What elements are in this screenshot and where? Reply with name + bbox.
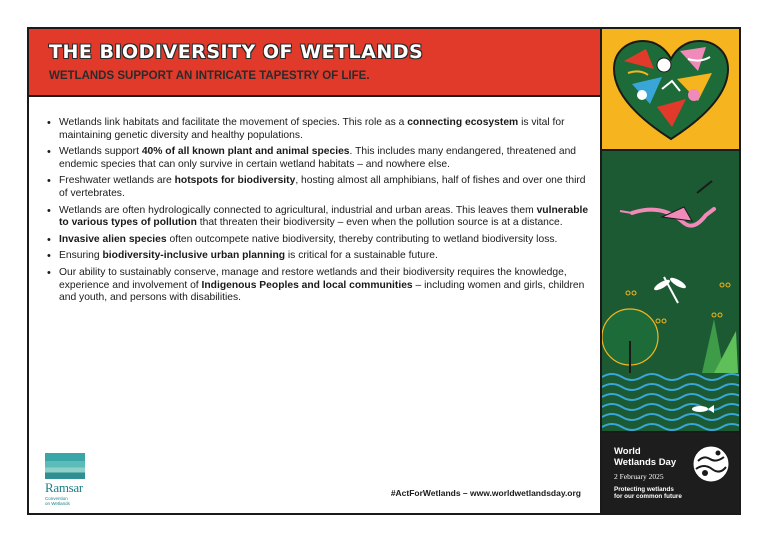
- wwd-date: 2 February 2025: [614, 472, 664, 481]
- side-panel-bottom: [602, 433, 741, 513]
- bullet-list: [45, 117, 590, 305]
- bullet-item: • Wetlands support 40% of all known plant and animal species. This includes many endangered, threatened and endemic species that can only survive in certain wetland habitats – and nowhere else.: [45, 146, 590, 171]
- side-panel-middle: [602, 151, 741, 433]
- logo-tagline-2: on Wetlands: [45, 501, 70, 506]
- bullet-item: • Ensuring biodiversity-inclusive urban planning is critical for a sustainable future.: [45, 250, 590, 263]
- bullet-item: • Our ability to sustainably conserve, manage and restore wetlands and their biodiversity requires the knowledge, experience and involvement of Indigenous Peoples and local communities – including women and girls, children and youth, and persons with disabilities.: [45, 267, 590, 305]
- heart-collage-illustration: [602, 29, 741, 149]
- page-subtitle: WETLANDS SUPPORT AN INTRICATE TAPESTRY OF LIFE.: [49, 70, 370, 82]
- bullet-content: [45, 117, 590, 309]
- info-card: [27, 27, 741, 515]
- wwd-title: World Wetlands Day: [614, 446, 677, 468]
- bullet-item: • Wetlands are often hydrologically connected to agricultural, industrial and urban areas. This leaves them vulnerable to various types of pollution that threaten their biodiversity – even when the pollution source is at a distance.: [45, 205, 590, 230]
- logo-name: Ramsar: [45, 480, 83, 495]
- header-banner: [29, 29, 600, 97]
- flamingo-icon: [620, 181, 714, 226]
- side-panel-top: [602, 29, 741, 151]
- footer-link[interactable]: #ActForWetlands – www.worldwetlandsday.org: [390, 488, 581, 498]
- bullet-item: • Wetlands link habitats and facilitate the movement of species. This role as a connecting ecosystem is vital for maintaining genetic diversity and healthy populations.: [45, 117, 590, 142]
- bullet-item: • Invasive alien species often outcompete native biodiversity, thereby contributing to wetland biodiversity loss.: [45, 234, 590, 247]
- ramsar-logo[interactable]: [45, 453, 85, 506]
- ramsar-logo-icon: [45, 453, 85, 479]
- fish-icon: [692, 405, 714, 413]
- wwd-tagline: Protecting wetlands for our common future: [614, 486, 682, 501]
- logo-tagline-1: Convention: [45, 496, 68, 501]
- side-illustration-panel: [600, 29, 741, 513]
- page-title: THE BIODIVERSITY OF WETLANDS: [49, 41, 424, 63]
- dragonfly-icon: [653, 276, 688, 303]
- bullet-item: • Freshwater wetlands are hotspots for biodiversity, hosting almost all amphibians, half of fishes and over one third of vertebrates.: [45, 175, 590, 200]
- wetlands-globe-icon: [690, 443, 732, 485]
